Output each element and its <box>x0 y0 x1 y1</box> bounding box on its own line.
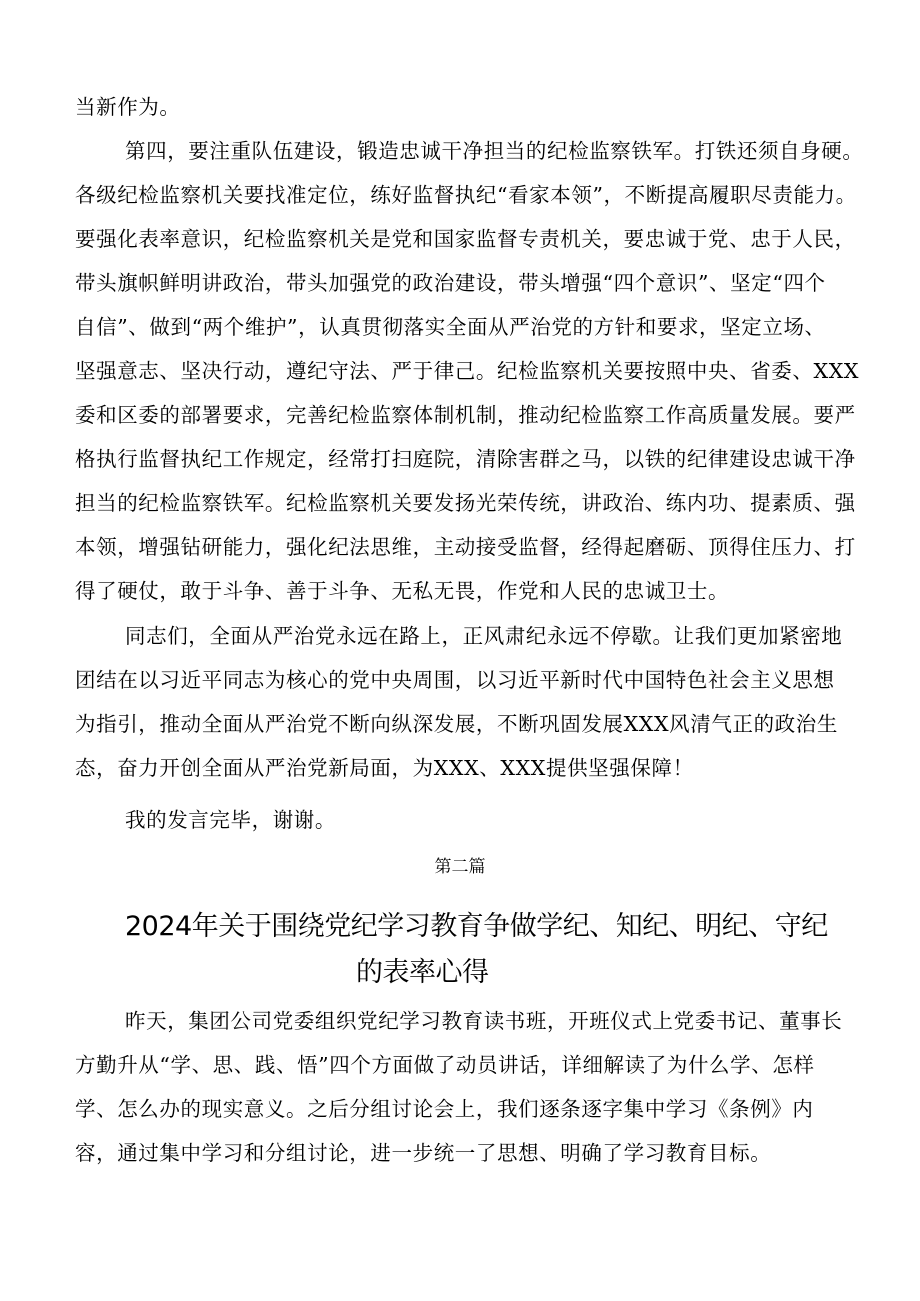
paragraph-line: 当新作为。 <box>75 95 181 119</box>
paragraph-line: 昨天，集团公司党委组织党纪学习教育读书班，开班仪式上党委书记、董事长 <box>125 1009 843 1033</box>
paragraph-line: 坚强意志、坚决行动，遵纪守法、严于律己。纪检监察机关要按照中央、省委、XXX <box>75 359 860 383</box>
paragraph-line: 态，奋力开创全面从严治党新局面，为XXX、XXX提供坚强保障！ <box>75 756 694 780</box>
article-title-line-2: 的表率心得 <box>356 957 489 988</box>
paragraph-line: 方勤升从“学、思、践、悟”四个方面做了动员讲话，详细解读了为什么学、怎样 <box>75 1053 815 1077</box>
paragraph-line: 为指引，推动全面从严治党不断向纵深发展，不断巩固发展XXX风清气正的政治生 <box>75 712 838 736</box>
paragraph-line: 容，通过集中学习和分组讨论，进一步统一了思想、明确了学习教育目标。 <box>75 1141 772 1165</box>
paragraph-line: 格执行监督执纪工作规定，经常打扫庭院，清除害群之马，以铁的纪律建设忠诚干净 <box>75 447 856 471</box>
paragraph-line: 本领，增强钻研能力，强化纪法思维，主动接受监督，经得起磨砺、顶得住压力、打 <box>75 535 856 559</box>
paragraph-line: 同志们，全面从严治党永远在路上，正风肃纪永远不停歇。让我们更加紧密地 <box>125 624 843 648</box>
paragraph-line: 各级纪检监察机关要找准定位，练好监督执纪“看家本领”，不断提高履职尽责能力。 <box>75 183 857 207</box>
section-label: 第二篇 <box>434 857 486 877</box>
paragraph-line: 担当的纪检监察铁军。纪检监察机关要发扬光荣传统，讲政治、练内功、提素质、强 <box>75 491 856 515</box>
paragraph-line: 带头旗帜鲜明讲政治，带头加强党的政治建设，带头增强“四个意识”、坚定“四个 <box>75 271 826 295</box>
paragraph-line: 委和区委的部署要求，完善纪检监察体制机制，推动纪检监察工作高质量发展。要严 <box>75 403 856 427</box>
paragraph-line: 要强化表率意识，纪检监察机关是党和国家监督专责机关，要忠诚于党、忠于人民， <box>75 227 856 251</box>
paragraph-line: 第四，要注重队伍建设，锻造忠诚干净担当的纪检监察铁军。打铁还须自身硬。 <box>125 139 864 163</box>
paragraph-line: 自信”、做到“两个维护”，认真贯彻落实全面从严治党的方针和要求，坚定立场、 <box>75 315 826 339</box>
paragraph-line: 得了硬仗，敢于斗争、善于斗争、无私无畏，作党和人民的忠诚卫士。 <box>75 579 730 603</box>
paragraph-line: 团结在以习近平同志为核心的党中央周围，以习近平新时代中国特色社会主义思想 <box>75 668 835 692</box>
closing-line: 我的发言完毕，谢谢。 <box>125 808 336 832</box>
paragraph-line: 学、怎么办的现实意义。之后分组讨论会上，我们逐条逐字集中学习《条例》内 <box>75 1097 814 1121</box>
article-title-line-1: 2024年关于围绕党纪学习教育争做学纪、知纪、明纪、守纪 <box>125 911 828 942</box>
